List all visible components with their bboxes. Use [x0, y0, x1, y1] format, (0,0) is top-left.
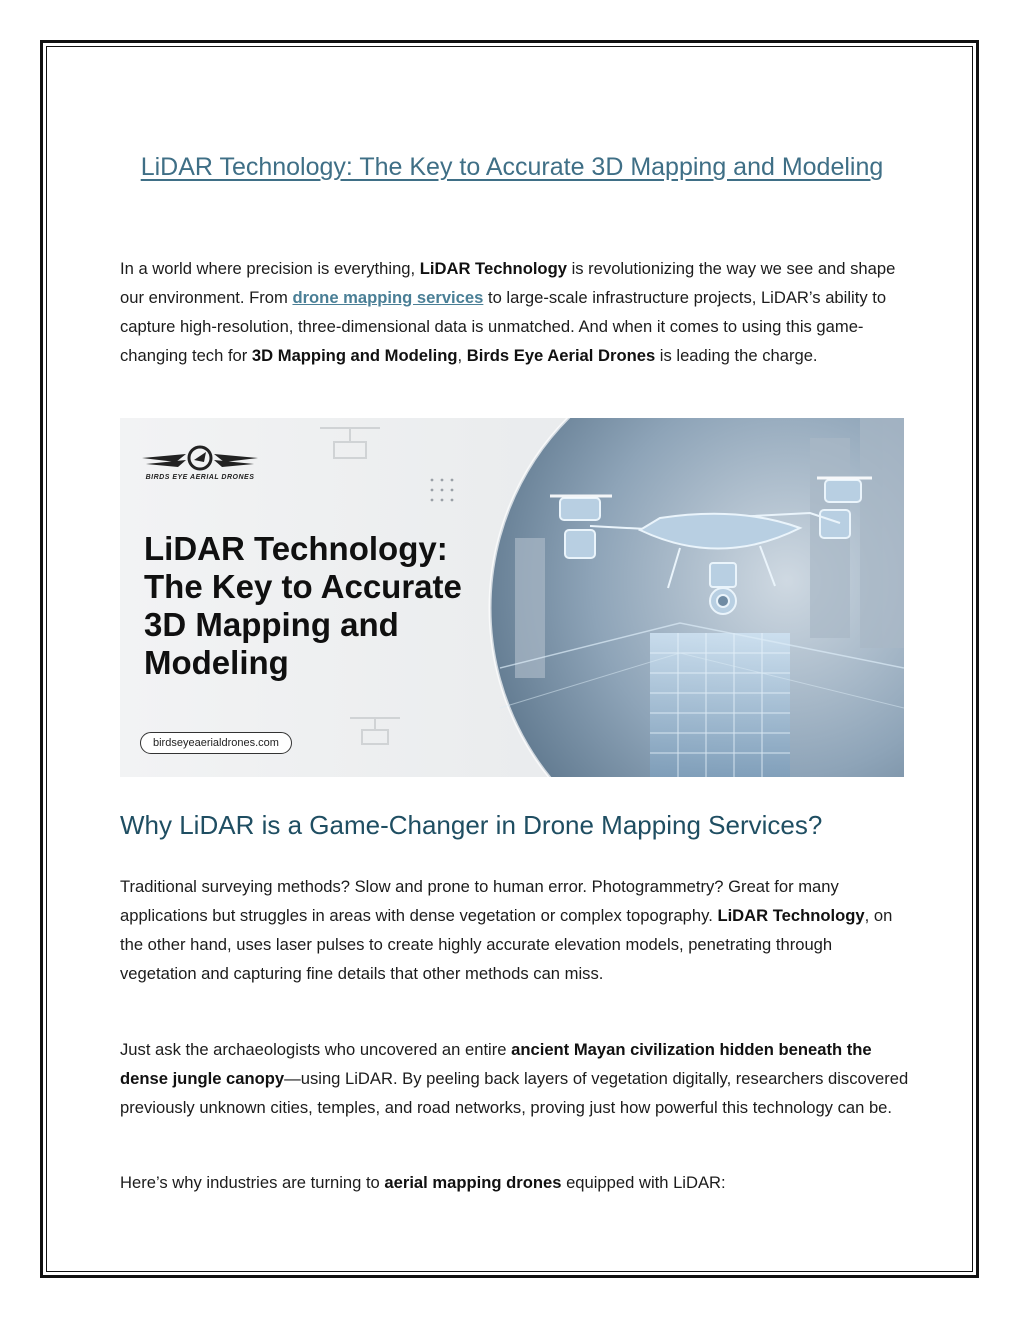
paragraph-text: equipped with LiDAR: [561, 1173, 726, 1192]
hero-headline-line: 3D Mapping and [144, 606, 399, 643]
paragraph-text: , on the other hand, uses laser pulses to create highly accurate elevation models, penetrating through vegetation and capturing fine details that other methods can miss. [120, 906, 893, 983]
paragraph-text: Here’s why industries are turning to [120, 1173, 385, 1192]
intro-bold-lidar: LiDAR Technology [419, 259, 567, 278]
hero-headline-line: The Key to Accurate [144, 568, 462, 605]
paragraph-bold-lidar: LiDAR Technology [717, 906, 865, 925]
paragraph-mayan-civilization [120, 1035, 910, 1122]
hero-headline [144, 530, 462, 682]
page-title: LiDAR Technology: The Key to Accurate 3D Mapping and Modeling [140, 153, 884, 181]
intro-text: is revolutionizing the way we see and shape our environment. From [120, 259, 896, 307]
paragraph-text: Traditional surveying methods? Slow and prone to human error. Photogrammetry? Great for many applications but struggles in areas with dense vegetation or complex topography. [120, 877, 839, 925]
intro-bold-3d-mapping: 3D Mapping and Modeling [251, 346, 458, 365]
section-heading: Why LiDAR is a Game-Changer in Drone Mapping Services? [120, 810, 823, 840]
paragraph-traditional-methods [120, 872, 910, 988]
paragraph-bold-mayan: ancient Mayan civilization hidden beneath the dense jungle canopy [120, 1040, 872, 1088]
hero-headline-line: LiDAR Technology: [144, 530, 448, 567]
intro-text: to large-scale infrastructure projects, LiDAR’s ability to capture high-resolution, three-dimensional data is unmatched. And when it comes to using this game-changing tech for [120, 288, 887, 365]
website-url-badge: birdseyeaerialdrones.com [140, 732, 292, 754]
paragraph-industries [120, 1168, 910, 1197]
intro-bold-company: Birds Eye Aerial Drones [466, 346, 656, 365]
intro-text: , [457, 346, 467, 365]
paragraph-text: —using LiDAR. By peeling back layers of vegetation digitally, researchers discovered previously unknown cities, temples, and road networks, proving just how powerful this technology can be. [120, 1069, 909, 1117]
intro-text: In a world where precision is everything, [120, 259, 420, 278]
drone-mapping-services-link[interactable]: drone mapping services [292, 288, 484, 307]
intro-paragraph [120, 254, 910, 370]
paragraph-text: Just ask the archaeologists who uncovered an entire [120, 1040, 512, 1059]
hero-headline-line: Modeling [144, 644, 289, 681]
hero-banner-image [120, 418, 904, 777]
paragraph-bold-aerial-drones: aerial mapping drones [384, 1173, 562, 1192]
intro-text: is leading the charge. [655, 346, 818, 365]
brand-name: BIRDS EYE AERIAL DRONES [145, 474, 255, 481]
